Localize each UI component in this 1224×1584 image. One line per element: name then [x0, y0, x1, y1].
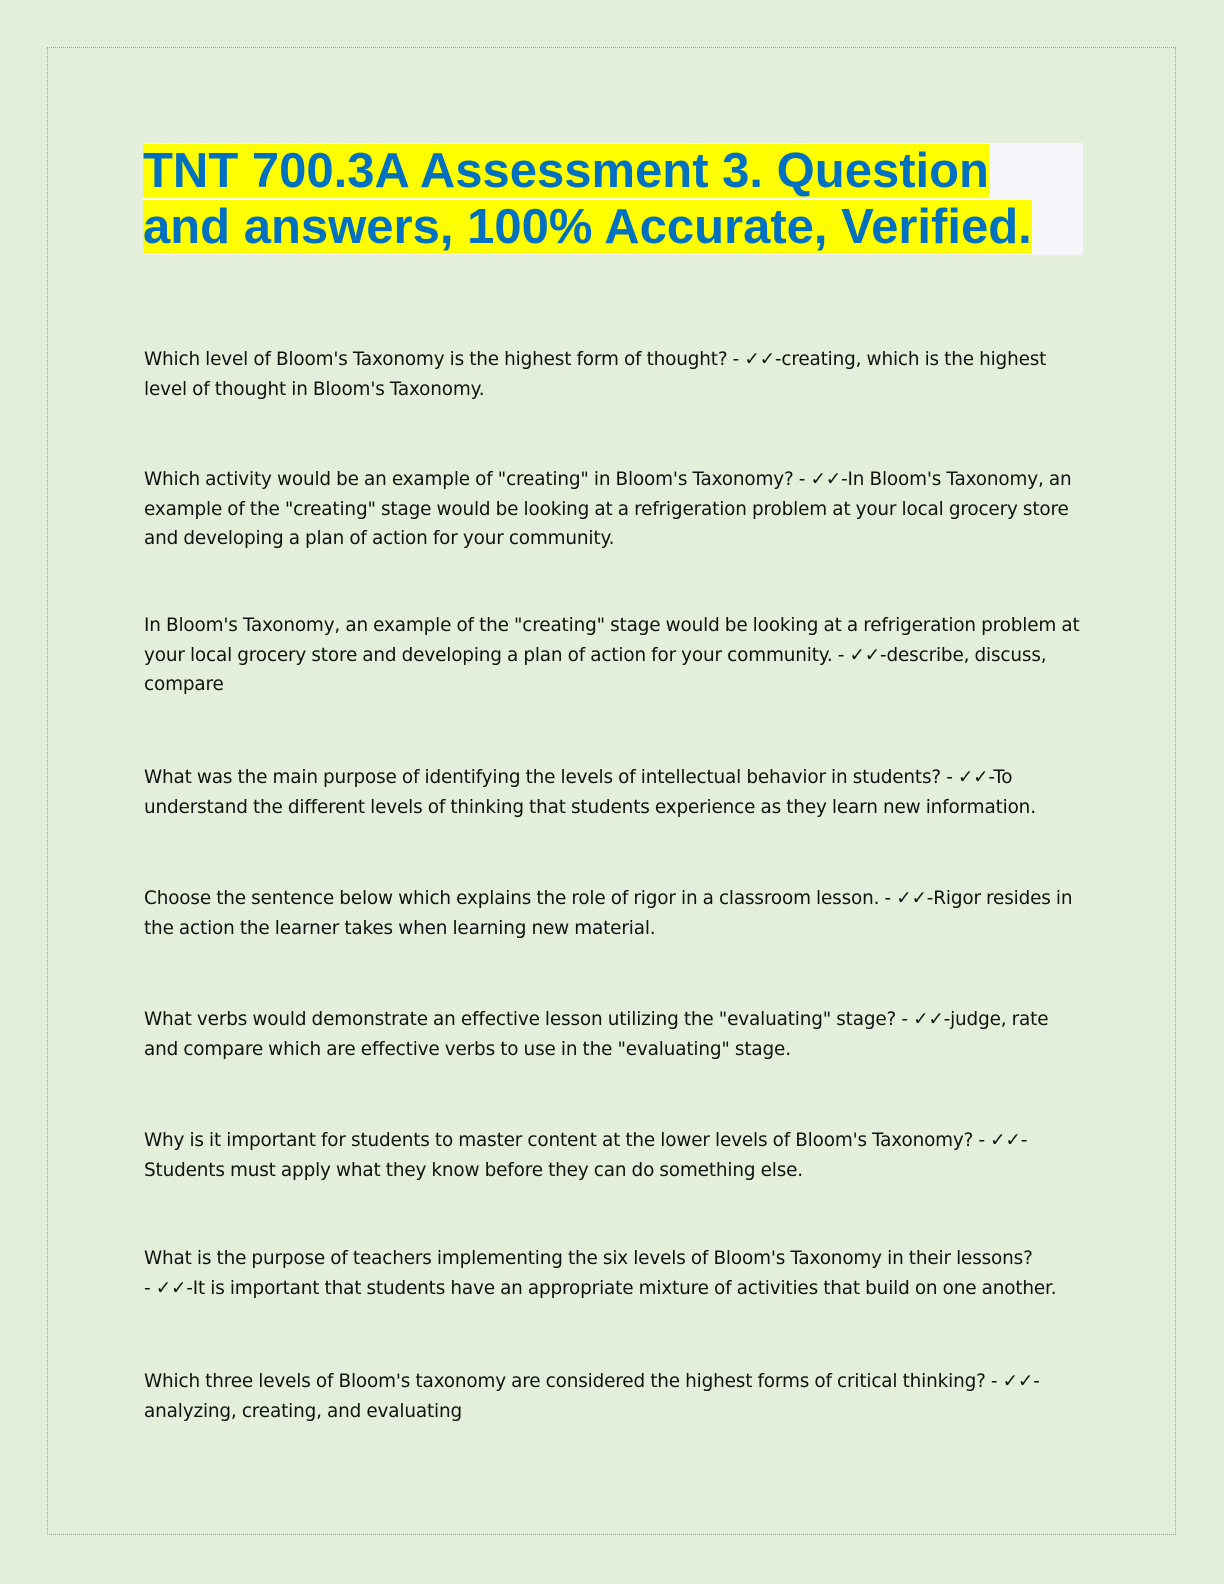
separator: - [985, 1371, 1003, 1392]
question-text: In Bloom's Taxonomy, an example of the "creating" stage would be looking at a refrigeration problem at your local grocery store and developing a plan of action for your community. [144, 615, 1080, 666]
question-text: Which level of Bloom's Taxonomy is the highest form of thought? [144, 349, 728, 370]
document-title [143, 143, 1083, 255]
qa-item [144, 1244, 1084, 1303]
question-text: What was the main purpose of identifying the levels of intellectual behavior in students? [144, 767, 942, 788]
check-icon: ✓✓- [913, 1009, 951, 1030]
answer-text: Rigor resides in the action the learner takes when learning new material. [144, 888, 1073, 939]
answer-text: In Bloom's Taxonomy, an example of the "creating" stage would be looking at a refrigeration problem at your local grocery store and developing a plan of action for your community. [144, 469, 1072, 549]
check-icon: ✓✓- [1002, 1371, 1040, 1392]
answer-text: To understand the different levels of thinking that students experience as they learn new information. [144, 767, 1036, 818]
separator: - [144, 1277, 156, 1299]
separator: - [793, 469, 811, 490]
separator: - [941, 767, 958, 788]
separator: - [727, 349, 745, 370]
qa-item [144, 763, 1084, 822]
separator: - [973, 1130, 991, 1151]
qa-item [144, 465, 1084, 554]
title-highlight: TNT 700.3A Assessment 3. Question and answers, 100% Accurate, Verified. [143, 144, 1032, 254]
question-text: Choose the sentence below which explains the role of rigor in a classroom lesson. [144, 888, 880, 909]
qa-item [144, 1367, 1084, 1426]
question-text: What verbs would demonstrate an effective lesson utilizing the "evaluating" stage? [144, 1009, 897, 1030]
separator: - [832, 644, 850, 666]
answer-text: Students must apply what they know before they can do something else. [144, 1159, 803, 1181]
separator: - [896, 1009, 914, 1030]
answer-text: describe, discuss, compare [144, 644, 1047, 695]
qa-item [144, 1126, 1084, 1185]
answer-text: It is important that students have an appropriate mixture of activities that build on one another. [192, 1277, 1057, 1299]
check-icon: ✓✓- [810, 469, 848, 490]
question-text: What is the purpose of teachers implementing the six levels of Bloom's Taxonomy in their lessons? [144, 1248, 1033, 1269]
check-icon: ✓✓- [990, 1130, 1028, 1151]
check-icon: ✓✓- [957, 767, 994, 788]
answer-text: analyzing, creating, and evaluating [144, 1400, 463, 1422]
question-text: Which three levels of Bloom's taxonomy are considered the highest forms of critical thinking? [144, 1371, 986, 1392]
question-text: Which activity would be an example of "creating" in Bloom's Taxonomy? [144, 469, 794, 490]
qa-item [144, 611, 1084, 700]
title-block [143, 143, 1083, 255]
check-icon: ✓✓- [896, 888, 934, 909]
answer-text: judge, rate and compare which are effective verbs to use in the "evaluating" stage. [144, 1009, 1049, 1060]
separator: - [879, 888, 897, 909]
check-icon: ✓✓- [849, 644, 887, 666]
check-icon: ✓✓- [744, 349, 782, 370]
question-text: Why is it important for students to master content at the lower levels of Bloom's Taxonomy? [144, 1130, 974, 1151]
qa-item [144, 345, 1084, 404]
qa-item [144, 884, 1084, 943]
check-icon: ✓✓- [155, 1277, 193, 1299]
qa-item [144, 1005, 1084, 1064]
answer-text: creating, which is the highest level of thought in Bloom's Taxonomy. [144, 349, 1047, 400]
